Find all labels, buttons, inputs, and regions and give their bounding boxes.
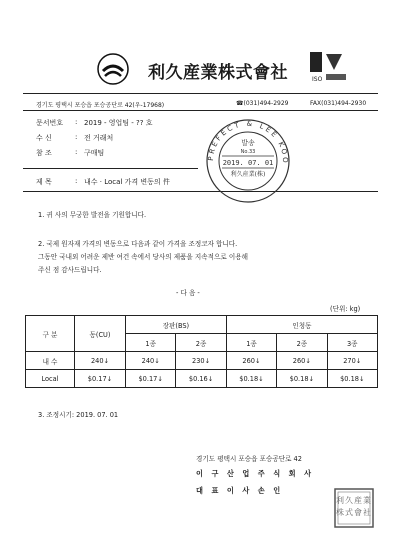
stamp-company: 利久産業(株) <box>230 171 266 178</box>
colon: : <box>75 177 78 185</box>
table-row <box>26 352 378 370</box>
dahum-heading: - 다 음 - <box>176 289 200 297</box>
header-copper: 동(CU) <box>75 316 126 352</box>
stamp-date: 2019. 07. 01 <box>222 159 274 167</box>
seal-text: 株式會社 <box>336 508 372 517</box>
seal-text: 利久産業 <box>336 496 372 505</box>
table-cell: 240↓ <box>75 352 126 370</box>
subject-label: 제 목 <box>36 178 52 186</box>
stamp-number: No.33 <box>240 149 256 155</box>
header-gubun: 구 분 <box>26 316 75 352</box>
dispatch-stamp <box>205 118 291 204</box>
paragraph-2-line-3: 주신 점 감사드립니다. <box>38 266 102 274</box>
header-jangpan: 장판(BS) <box>126 316 227 334</box>
paragraph-3: 3. 조정시기: 2019. 07. 01 <box>38 411 119 419</box>
certification-mark-icon <box>308 50 350 86</box>
header-rule <box>23 93 378 94</box>
company-tel: ☎(031)494-2929 <box>236 100 289 107</box>
table-cell: $0.18↓ <box>327 370 377 388</box>
subheader-cell: 3종 <box>327 334 377 352</box>
signature-address: 경기도 평택시 포승읍 포승공단로 42 <box>196 455 302 463</box>
table-cell: $0.16↓ <box>176 370 226 388</box>
row-label: Local <box>26 370 75 388</box>
subheader-cell: 2종 <box>277 334 327 352</box>
table-cell: 260↓ <box>226 352 276 370</box>
company-name: 利久産業株式會社 <box>148 63 288 83</box>
paragraph-2-line-2: 그동안 국내외 어려운 제반 여건 속에서 당사의 제품을 지속적으로 이용해 <box>38 253 248 261</box>
reference-row <box>0 148 220 158</box>
reference-label: 참 조 <box>36 149 52 157</box>
table-row <box>26 370 378 388</box>
row-label: 내 수 <box>26 352 75 370</box>
subject-row <box>0 177 240 187</box>
contact-rule <box>23 110 378 111</box>
svg-text:利久産業株式會社 <box>336 495 372 517</box>
colon: : <box>75 118 78 126</box>
unit-label: (단위: kg) <box>330 305 361 313</box>
meta-rule <box>23 168 198 169</box>
table-cell: $0.18↓ <box>226 370 276 388</box>
recipient-value: 전 거래처 <box>84 134 114 142</box>
stamp-title: 발송 <box>241 139 255 147</box>
company-seal-icon <box>334 488 374 528</box>
recipient-label: 수 신 <box>36 134 52 142</box>
reference-value: 구매팀 <box>84 149 105 157</box>
table-cell: 230↓ <box>176 352 226 370</box>
svg-text:ISO: ISO <box>312 76 323 83</box>
company-fax: FAX(031)494-2930 <box>310 100 367 107</box>
paragraph-1: 1. 귀 사의 무궁한 발전을 기원합니다. <box>38 211 147 219</box>
company-address: 경기도 평택시 포승읍 포승공단로 42(우-17968) <box>36 102 165 109</box>
table-cell: $0.17↓ <box>75 370 126 388</box>
subheader-cell: 1종 <box>226 334 276 352</box>
subject-rule <box>23 191 378 192</box>
doc-number-row <box>0 118 220 128</box>
table-cell: 260↓ <box>277 352 327 370</box>
subheader-cell: 2종 <box>176 334 226 352</box>
table-header-row <box>26 316 378 334</box>
table-cell: 240↓ <box>126 352 176 370</box>
signature-ceo: 대 표 이 사 손 인 <box>196 486 284 495</box>
price-table <box>25 315 378 388</box>
subheader-cell: 1종 <box>126 334 176 352</box>
recipient-row <box>0 133 220 143</box>
doc-number-value: 2019 - 영업팀 - ?? 호 <box>84 119 153 127</box>
company-logo-icon <box>97 53 129 85</box>
colon: : <box>75 133 78 141</box>
signature-company: 이 구 산 업 주 식 회 사 <box>196 469 315 478</box>
header-phosphor-bronze: 인청동 <box>226 316 377 334</box>
table-cell: 270↓ <box>327 352 377 370</box>
stamp-ring-text: PREFECT & LEE KOO <box>206 119 290 166</box>
table-cell: $0.17↓ <box>126 370 176 388</box>
colon: : <box>75 148 78 156</box>
paragraph-2-line-1: 2. 국제 원자재 가격의 변동으로 다음과 같이 가격을 조정코자 합니다. <box>38 240 238 248</box>
doc-number-label: 문서번호 <box>36 119 64 127</box>
table-cell: $0.18↓ <box>277 370 327 388</box>
subject-value: 내수 · Local 가격 변동의 件 <box>84 178 170 186</box>
